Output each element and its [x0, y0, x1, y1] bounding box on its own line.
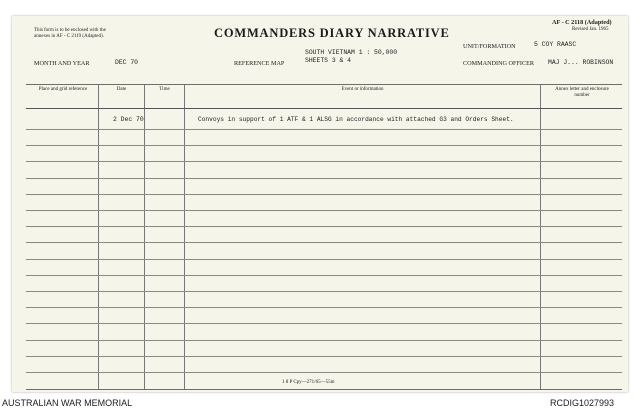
form-revision-date: Revised Jan. 1965: [572, 27, 609, 32]
enclosure-note-line1: This form is to be enclosed with the: [34, 28, 106, 33]
ruled-line: [26, 259, 622, 260]
commanding-officer-label: COMMANDING OFFICER: [463, 60, 534, 67]
header-date: Date: [116, 87, 127, 92]
commanding-officer-value: MAJ J... ROBINSON: [548, 59, 614, 66]
header-place-grid-reference: Place and grid reference: [38, 87, 88, 92]
archive-record-id: RCDIG1027993: [550, 398, 615, 408]
ruled-line: [26, 242, 622, 243]
narrative-table: [26, 84, 622, 390]
ruled-line: [26, 323, 622, 324]
ruled-line: [26, 372, 622, 373]
reference-map-value-line2: SHEETS 3 & 4: [305, 57, 352, 64]
column-divider-date: [98, 85, 99, 389]
ruled-line: [26, 340, 622, 341]
enclosure-note-line2: annexes in AF - C 2119 (Adapted).: [34, 34, 104, 39]
entry-date: 2 Dec 70: [113, 116, 144, 123]
enclosure-note: [34, 28, 106, 40]
reference-map-value-line1: SOUTH VIETNAM 1 : 50,000: [305, 49, 398, 56]
unit-formation-label: UNIT/FORMATION: [463, 43, 516, 50]
header-annex-enclosure: Annex letter and enclosure number: [555, 87, 609, 98]
ruled-line: [26, 307, 622, 308]
form-code: AF - C 2118 (Adapted): [552, 19, 612, 26]
ruled-line: [26, 145, 622, 146]
column-divider-time: [144, 85, 145, 389]
archive-footer: [0, 397, 640, 411]
entry-event: Convoys in support of 1 ATF & 1 ALSG in accordance with attached G3 and Orders Sheet.: [198, 116, 514, 123]
header-time: Time: [159, 87, 170, 92]
column-divider-events: [184, 85, 185, 389]
form-title: COMMANDERS DIARY NARRATIVE: [214, 26, 450, 40]
ruled-line: [26, 129, 622, 130]
ruled-line: [26, 161, 622, 162]
month-year-value: DEC 70: [115, 59, 139, 66]
ruled-line: [26, 178, 622, 179]
column-divider-annex: [540, 85, 541, 389]
ruled-line: [26, 226, 622, 227]
ruled-line: [26, 356, 622, 357]
month-year-label: MONTH AND YEAR: [34, 60, 90, 67]
ruled-line: [26, 291, 622, 292]
unit-formation-value: 5 COY RAASC: [534, 41, 577, 48]
header-event-information: Event or information: [341, 87, 384, 92]
ruled-line: [26, 194, 622, 195]
archive-name: AUSTRALIAN WAR MEMORIAL: [2, 398, 133, 408]
ruled-line: [26, 210, 622, 211]
reference-map-label: REFERENCE MAP: [234, 60, 285, 67]
diary-form-sheet: [12, 16, 628, 392]
printer-imprint: 1 8 P Cpy—271/65—55m: [282, 380, 335, 385]
ruled-line: [26, 275, 622, 276]
ruled-line: [26, 108, 622, 109]
